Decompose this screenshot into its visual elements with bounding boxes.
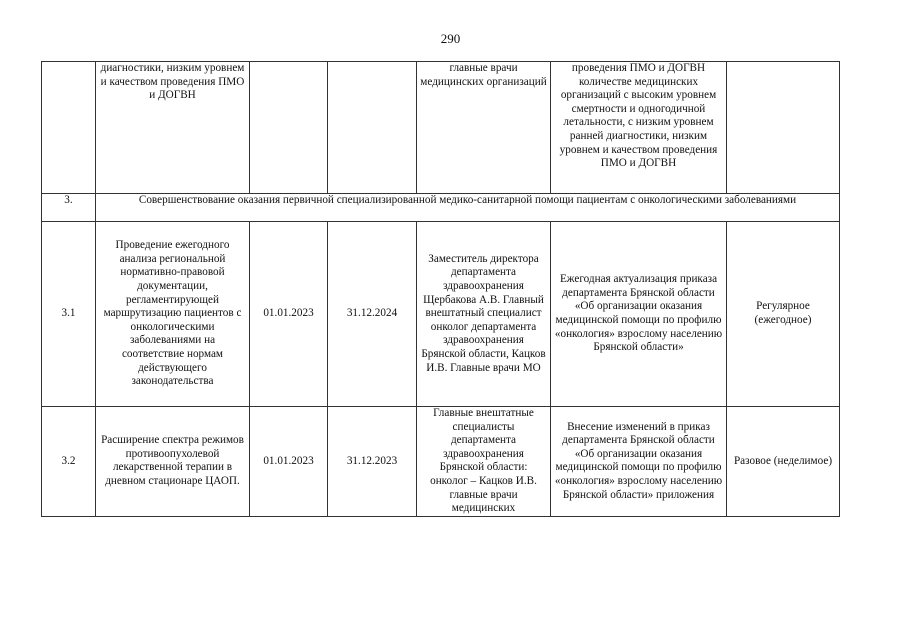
cont-start-cell (250, 62, 328, 194)
table-row (42, 222, 840, 407)
result-cell: Ежегодная актуализация приказа департамента Брянской области «Об организации оказания медицинской помощи по профилю «онкология» взрослому населению Брянской области» (551, 222, 727, 407)
section-title: Совершенствование оказания первичной специализированной медико-санитарной помощи пациентам с онкологическими заболеваниями (96, 194, 840, 222)
plan-table (41, 61, 840, 517)
row-number: 3.1 (42, 222, 96, 407)
responsible-cell: Главные внештатные специалисты департамента здравоохранения Брянской области: онколог – Кацков И.В. главные врачи медицинских (417, 407, 551, 517)
result-cell: Внесение изменений в приказ департамента Брянской области «Об организации оказания медицинской помощи по профилю «онкология» взрослому населению Брянской области» приложения (551, 407, 727, 517)
row-number: 3.2 (42, 407, 96, 517)
page-number: 290 (440, 31, 461, 46)
end-date-cell: 31.12.2023 (328, 407, 417, 517)
cont-result-cell: проведения ПМО и ДОГВН количестве медицинских организаций с высоким уровнем смертности и одногодичной летальности, с низким уровнем ранней диагностики, низким уровнем и качеством проведения ПМО и ДОГВН (551, 62, 727, 194)
end-date-cell: 31.12.2024 (328, 222, 417, 407)
start-date-cell: 01.01.2023 (250, 222, 328, 407)
type-cell: Регулярное (ежегодное) (727, 222, 840, 407)
section-number: 3. (42, 194, 96, 222)
responsible-cell: Заместитель директора департамента здравоохранения Щербакова А.В. Главный внештатный специалист онколог департамента здравоохранения Брянской области, Кацков И.В. Главные врачи МО (417, 222, 551, 407)
cont-responsible-cell: главные врачи медицинских организаций (417, 62, 551, 194)
activity-cell: Проведение ежегодного анализа региональной нормативно-правовой документации, регламентирующей маршрутизацию пациентов с онкологическими заболеваниями на соответствие нормам действующего законодательства (96, 222, 250, 407)
start-date-cell: 01.01.2023 (250, 407, 328, 517)
cont-number-cell (42, 62, 96, 194)
section-row (42, 194, 840, 222)
table-row (42, 407, 840, 517)
cont-type-cell (727, 62, 840, 194)
type-cell: Разовое (неделимое) (727, 407, 840, 517)
table-row-continuation (42, 62, 840, 194)
cont-end-cell (328, 62, 417, 194)
cont-activity-cell: диагностики, низким уровнем и качеством проведения ПМО и ДОГВН (96, 62, 250, 194)
activity-cell: Расширение спектра режимов противоопухолевой лекарственной терапии в дневном стационаре ЦАОП. (96, 407, 250, 517)
